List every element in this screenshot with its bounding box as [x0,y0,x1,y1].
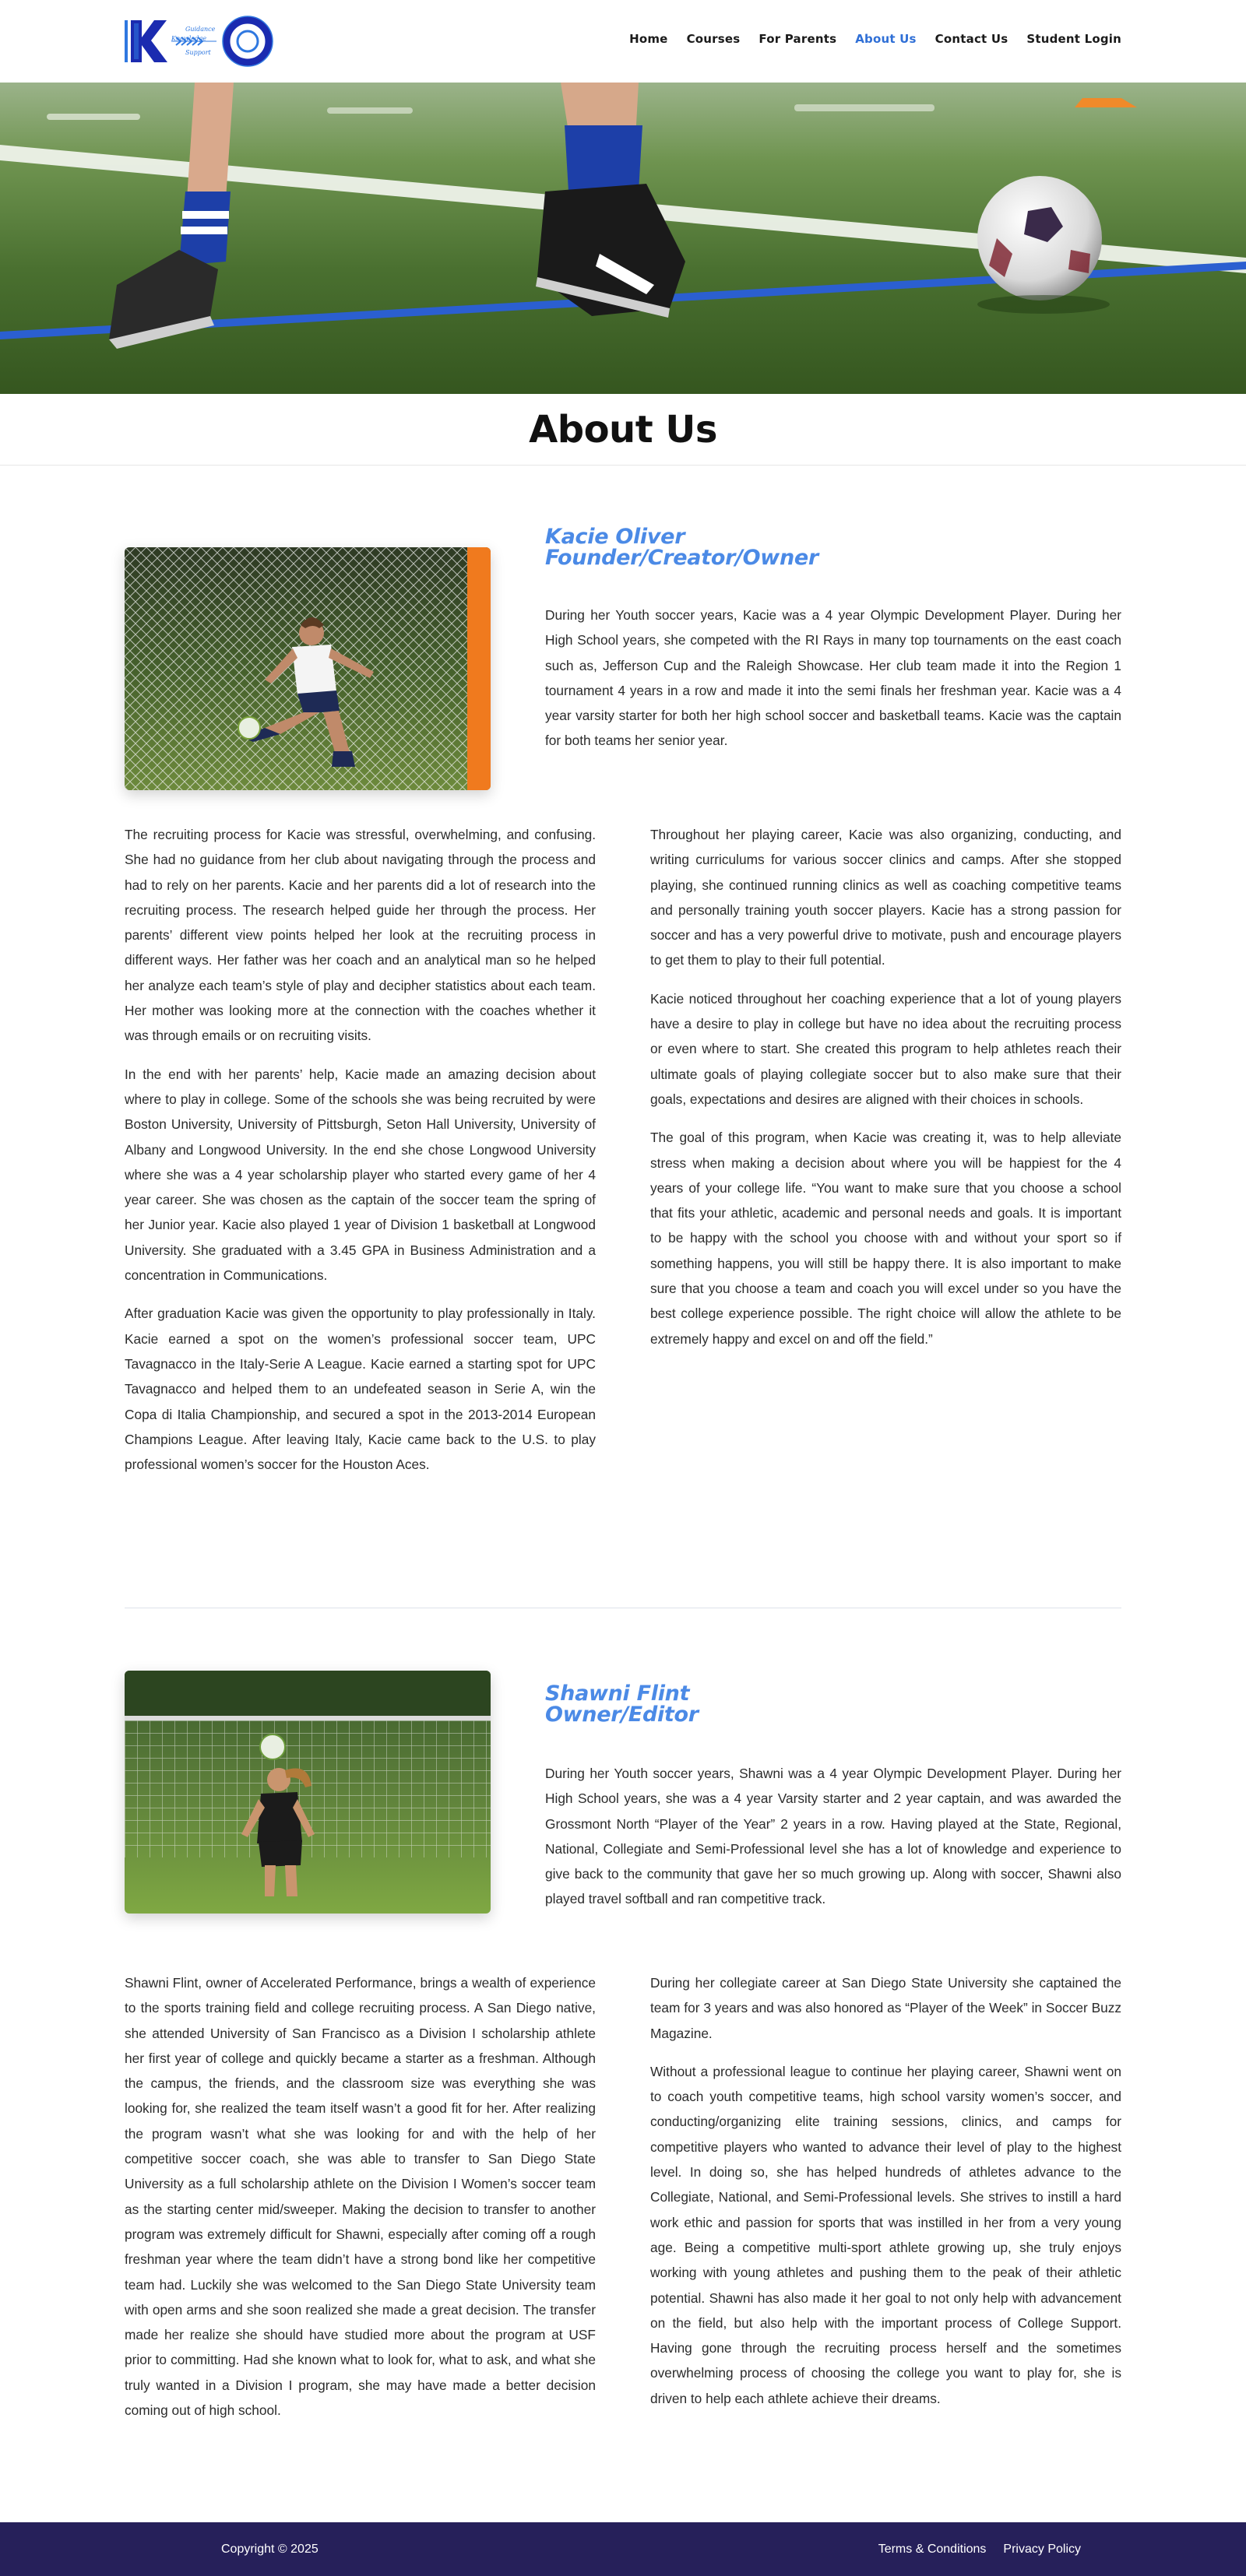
profile-name-kacie [545,526,818,568]
copyright-text: Copyright © 2025 [221,2543,319,2556]
profile-right-column-kacie [650,822,1121,1365]
page-title-bar [0,394,1246,466]
logo-tagline-2: Knowledge [171,35,207,42]
profile-photo-shawni [125,1671,491,1914]
footer-privacy-link[interactable]: Privacy Policy [1003,2543,1081,2556]
kacie-goalkeeper-image [125,547,491,790]
nav-student-login[interactable]: Student Login [1026,32,1121,46]
nav-for-parents[interactable]: For Parents [759,32,837,46]
site-header [0,0,1246,83]
logo-tagline-1: Guidance [185,26,216,33]
hero-banner [0,83,1246,394]
profile-left-column-kacie [125,822,596,1490]
site-logo[interactable] [125,16,285,67]
name-line-1: Kacie Oliver [545,525,685,549]
logo-tagline-3: Support [185,49,211,56]
name-line-2: Founder/Creator/Owner [545,546,818,570]
paragraph: The goal of this program, when Kacie was creating it, was to help alleviate stress when making a decision about where you will be happiest for the 4 years of your college life. “You want to make sure that you choose a school that fits your athletic, academic and personal needs and goals. It is important to be happy with the school you choose with and without your sport so if something happens, you will still be happy there. It is also important to make sure that you choose a team and coach you will excel under so you have the best college experience possible. The right choice will allow the athlete to be extremely happy and excel on and off the field.” [650,1130,1121,1347]
paragraph: During her collegiate career at San Diego State University she captained the team for 3 years and was also honored as “Player of the Week” in Soccer Buzz Magazine. [650,1975,1121,2041]
footer-links [861,2522,1081,2576]
shawni-header-image [125,1671,491,1914]
paragraph: Shawni Flint, owner of Accelerated Performance, brings a wealth of experience to the sports training field and college recruiting process. A San Diego native, she attended University of San Francisco as a Division I scholarship athlete her first year of college and quickly became a starter as a freshman. Although the campus, the friends, and the classroom size was everything she was looking for, she realized the team itself wasn’t a good fit for her. After realizing the program wasn’t what she was looking for and with the help of her competitive soccer coach, she was able to transfer to San Diego State University as a full scholarship athlete on the Division I Women’s soccer team as the starting center mid/sweeper. Making the decision to transfer to another program was extremely difficult for Shawni, especially after coming off a rough freshman year where the team didn’t have a strong bond like her competitive team had. Luckily she was welcomed to the San Diego State University team with open arms and she soon realized she made a great decision. The transfer made her realize she should have studied more about the program at USF prior to committing. Had she known what to look for, what to ask, and what she truly wanted in a Division I program, she may have made a better decision coming out of high school. [125,1975,596,2419]
site-footer [0,2522,1246,2576]
profile-photo-kacie [125,547,491,790]
nav-about-us[interactable]: About Us [855,32,917,46]
paragraph: Without a professional league to continue her playing career, Shawni went on to coach youth competitive teams, high school varsity women’s soccer, and conducting/organizing elite training sessions, clinics, and camps for competitive players who wanted to advance their level of play to the highest level. In doing so, she has helped hundreds of athletes advance to the Collegiate, National, and Semi-Professional levels. She strives to instill a hard work ethic and passion for sports that was instilled in her from a very young age. Being a competitive multi-sport athlete growing up, she truly enjoys working with young athletes and pushing them to the peak of their athletic potential. Shawni has also made it her goal to not only help with advancement on the field, but also help with the important process of College Support. Having gone through the recruiting process herself and the sometimes overwhelming process of choosing the college you want to play for, she is driven to help each athlete achieve their dreams. [650,2063,1121,2406]
profile-right-column-shawni [650,1970,1121,2424]
nav-home[interactable]: Home [629,32,668,46]
main-nav [611,30,1121,48]
name-line-2: Owner/Editor [545,1703,699,1727]
paragraph: Kacie noticed throughout her coaching experience that a lot of young players have a desire to play in college but have no idea about the recruiting process or even where to start. She created this program to help athletes reach their ultimate goals of playing collegiate soccer but to also make sure that their goals, expectations and desires are aligned with their choices in schools. [650,990,1121,1107]
paragraph: Throughout her playing career, Kacie was also organizing, conducting, and writing curriculums for various soccer clinics and camps. After she stopped playing, she continued running clinics as well as coaching competitive teams and personally training youth soccer players. Kacie has a strong passion for soccer and has a very powerful drive to motivate, push and encourage players to get them to play to their full potential. [650,827,1121,968]
paragraph: After graduation Kacie was given the opportunity to play professionally in Italy. Kacie earned a spot on the women’s professional soccer team, UPC Tavagnacco in the Italy-Serie A League. Kacie earned a starting spot for UPC Tavagnacco and helped them to an undefeated season in Serie A, win the Copa di Italia Championship, and secured a spot in the 2013-2014 European Champions League. After leaving Italy, Kacie came back to the U.S. to play professional women’s soccer for the Houston Aces. [125,1306,596,1473]
nav-courses[interactable]: Courses [686,32,741,46]
nav-contact-us[interactable]: Contact Us [935,32,1008,46]
profile-intro-kacie: During her Youth soccer years, Kacie was a 4 year Olympic Development Player. During her High School years, she competed with the RI Rays in many top tournaments on the east coach such as, Jefferson Cup and the Raleigh Showcase. Her club team made it into the Region 1 tournament 4 years in a row and made it into the semi finals her freshman year. Kacie was a 4 year varsity starter for both her high school soccer and basketball teams. Kacie was the captain for both teams her senior year. [545,607,1121,749]
footer-terms-link[interactable]: Terms & Conditions [878,2543,987,2556]
logo-mark [125,16,285,67]
paragraph: In the end with her parents’ help, Kacie made an amazing decision about where to play in college. Some of the schools she was being recruited by were Boston University, University of Pittsburgh, Seton Hall University, University of Albany and Longwood University. In the end she chose Longwood University where she was a 4 year scholarship player who started every game of her 4 year career. She was chosen as the captain of the soccer team the spring of her Junior year. Kacie also played 1 year of Division 1 basketball at Longwood University. She graduated with a 3.45 GPA in Business Administration and a concentration in Communications. [125,1066,596,1284]
profile-intro-shawni: During her Youth soccer years, Shawni was a 4 year Olympic Development Player. During her High School years, she was a 4 year Varsity starter and 2 year captain, and was awarded the Grossmont North “Player of the Year” 2 years in a row. Having played at the State, Regional, National, Collegiate and Semi-Professional level she has a lot of knowledge and experience to give back to the community that gave her so much growing up. Along with soccer, Shawni also played travel softball and ran competitive track. [545,1766,1121,1907]
profile-left-column-shawni [125,1970,596,2436]
page-title: About Us [529,408,717,452]
name-line-1: Shawni Flint [545,1682,690,1706]
hero-soccer-image [0,83,1246,394]
paragraph: The recruiting process for Kacie was stressful, overwhelming, and confusing. She had no guidance from her club about navigating through the process and had to rely on her parents. Kacie and her parents did a lot of research into the recruiting process. The research helped guide her through the process. Her parents’ different view points helped her look at the recruiting process in different ways. Her father was her coach and an analytical man so he helped her analyze each team’s style of play and decipher statistics about each team. Her mother was looking more at the connection with the coaches whether it was through emails or on recruiting visits. [125,827,596,1044]
profile-name-shawni [545,1683,699,1725]
